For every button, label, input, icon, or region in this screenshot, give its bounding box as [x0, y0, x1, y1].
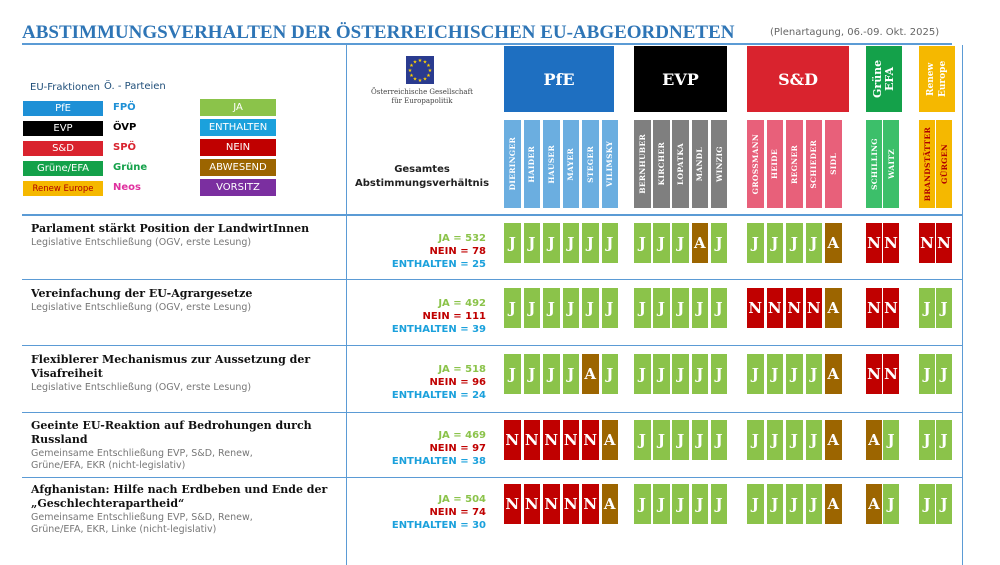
total-nein-4: NEIN = 74 [429, 507, 486, 518]
vote-cell-2-0-5: J [602, 354, 619, 394]
vote-cell-0-1-1: J [653, 223, 670, 263]
svg-text:★: ★ [417, 78, 423, 84]
member-name-label: SIDL [828, 153, 838, 175]
vote-cell-2-2-2: J [786, 354, 803, 394]
resolution-type-2: Legislative Entschließung (OGV, erste Lesung) [31, 382, 252, 393]
legend-partei-4: Neos [113, 182, 141, 193]
page-title: ABSTIMMUNGSVERHALTEN DER ÖSTERREICHISCHEN EU-ABGEORDNETEN [22, 22, 735, 43]
resolution-title-2: Flexiblerer Mechanismus zur Aussetzung der Visafreiheit [31, 353, 311, 380]
member-name-1-3 [692, 120, 709, 208]
legend-partei-3: Grüne [113, 162, 148, 173]
resolution-title-1: Vereinfachung der EU-Agrargesetze [31, 287, 253, 300]
legend-fraktionen-heading: EU-Fraktionen [30, 82, 100, 93]
vote-cell-2-0-2: J [543, 354, 560, 394]
vote-cell-2-4-1: J [936, 354, 952, 394]
vote-cell-4-2-3: J [806, 484, 823, 524]
member-name-label: LOPATKA [676, 142, 686, 186]
vote-cell-1-0-1: J [524, 288, 541, 328]
vote-cell-1-0-5: J [602, 288, 619, 328]
member-name-label: STEGER [585, 145, 595, 183]
vote-cell-1-3-1: N [883, 288, 899, 328]
vote-cell-1-1-3: J [692, 288, 709, 328]
vote-cell-1-4-0: J [919, 288, 935, 328]
total-votes-heading [352, 163, 492, 191]
vote-cell-3-0-0: N [504, 420, 521, 460]
member-name-0-2 [543, 120, 560, 208]
row-divider-3 [22, 477, 962, 478]
svg-text:★: ★ [409, 63, 414, 69]
vote-cell-0-4-1: N [936, 223, 952, 263]
member-name-label: MANDL [695, 146, 705, 182]
vote-cell-0-0-1: J [524, 223, 541, 263]
vote-cell-2-4-0: J [919, 354, 935, 394]
member-name-label: WINZIG [714, 146, 724, 182]
resolution-type-3: Gemeinsame Entschließung EVP, S&D, Renew, Grüne/EFA, EKR (nicht-legislativ) [31, 448, 253, 471]
vote-cell-3-0-4: N [582, 420, 599, 460]
vote-cell-2-0-0: J [504, 354, 521, 394]
member-name-label: SCHIEDER [809, 139, 819, 189]
legend-partei-1: ÖVP [113, 122, 137, 133]
member-name-2-2 [786, 120, 803, 208]
legend-fraktion-4: Renew Europe [23, 181, 103, 196]
member-name-0-1 [524, 120, 541, 208]
legend-fraktion-1: EVP [23, 121, 103, 136]
vote-cell-0-2-0: J [747, 223, 764, 263]
party-header-label-4: Renew Europe [926, 60, 948, 98]
vote-cell-0-0-3: J [563, 223, 580, 263]
vote-cell-2-0-4: A [582, 354, 599, 394]
vote-cell-4-0-3: N [563, 484, 580, 524]
party-header-label-3: Grüne EFA [871, 59, 896, 99]
member-name-label: BRANDSTÄTTER [922, 126, 932, 202]
vote-cell-2-0-1: J [524, 354, 541, 394]
legend-fraktion-3: Grüne/EFA [23, 161, 103, 176]
vote-cell-0-0-2: J [543, 223, 560, 263]
vote-cell-4-0-4: N [582, 484, 599, 524]
vote-cell-1-1-1: J [653, 288, 670, 328]
member-name-label: REGNER [789, 144, 799, 184]
resolution-title-4: Afghanistan: Hilfe nach Erdbeben und Ende der „Geschlechterapartheid“ [31, 483, 328, 510]
party-header-label-0: PfE [543, 69, 575, 89]
legend-vote-2: NEIN [200, 139, 276, 156]
organisation-name [352, 88, 492, 106]
session-dates: (Plenartagung, 06.-09. Okt. 2025) [770, 27, 940, 38]
member-name-3-1 [883, 120, 899, 208]
vote-cell-2-1-3: J [692, 354, 709, 394]
vote-cell-1-1-0: J [634, 288, 651, 328]
vote-cell-2-1-4: J [711, 354, 728, 394]
total-ja-0: JA = 532 [438, 233, 486, 244]
vote-cell-4-1-0: J [634, 484, 651, 524]
member-name-label: HEIDE [770, 148, 780, 180]
resolution-title-0: Parlament stärkt Position der LandwirtInnen [31, 222, 310, 235]
legend-partei-0: FPÖ [113, 102, 136, 113]
party-header-label-2: S&D [778, 69, 818, 89]
vote-cell-2-3-0: N [866, 354, 882, 394]
row-divider-0 [22, 279, 962, 280]
vote-cell-2-2-4: A [825, 354, 842, 394]
vote-cell-4-2-4: A [825, 484, 842, 524]
vote-cell-3-4-1: J [936, 420, 952, 460]
vote-cell-3-1-2: J [672, 420, 689, 460]
vote-cell-1-2-2: N [786, 288, 803, 328]
vote-cell-2-1-2: J [672, 354, 689, 394]
svg-text:★: ★ [426, 63, 431, 69]
member-name-label: HAIDER [527, 145, 537, 183]
legend-fraktion-0: PfE [23, 101, 103, 116]
legend-vote-0: JA [200, 99, 276, 116]
vote-cell-0-1-2: J [672, 223, 689, 263]
vote-cell-3-2-2: J [786, 420, 803, 460]
vote-cell-1-2-0: N [747, 288, 764, 328]
vote-cell-0-1-0: J [634, 223, 651, 263]
vote-cell-3-1-4: J [711, 420, 728, 460]
member-name-3-0 [866, 120, 882, 208]
vote-cell-4-0-1: N [524, 484, 541, 524]
total-nein-0: NEIN = 78 [429, 246, 486, 257]
vote-cell-3-2-0: J [747, 420, 764, 460]
vote-cell-0-2-1: J [767, 223, 784, 263]
total-nein-2: NEIN = 96 [429, 377, 486, 388]
vote-cell-4-1-4: J [711, 484, 728, 524]
total-votes-heading-line1: Gesamtes [394, 164, 450, 175]
member-name-0-4 [582, 120, 599, 208]
member-name-1-4 [711, 120, 728, 208]
legend-vote-1: ENTHALTEN [200, 119, 276, 136]
total-enthalten-1: ENTHALTEN = 39 [391, 324, 486, 335]
vote-cell-3-2-3: J [806, 420, 823, 460]
vote-cell-0-2-2: J [786, 223, 803, 263]
total-enthalten-2: ENTHALTEN = 24 [391, 390, 486, 401]
vote-cell-3-4-0: J [919, 420, 935, 460]
member-name-label: SCHILLING [869, 138, 879, 190]
vote-cell-2-2-3: J [806, 354, 823, 394]
vote-cell-0-0-5: J [602, 223, 619, 263]
vote-cell-1-0-2: J [543, 288, 560, 328]
vote-cell-2-2-0: J [747, 354, 764, 394]
vote-cell-4-2-1: J [767, 484, 784, 524]
vote-cell-0-2-4: A [825, 223, 842, 263]
vote-cell-3-0-3: N [563, 420, 580, 460]
legend-vote-3: ABWESEND [200, 159, 276, 176]
member-name-1-1 [653, 120, 670, 208]
vote-cell-1-3-0: N [866, 288, 882, 328]
member-name-2-0 [747, 120, 764, 208]
column-divider [346, 45, 347, 565]
vote-cell-2-1-0: J [634, 354, 651, 394]
member-name-2-4 [825, 120, 842, 208]
vote-cell-0-0-0: J [504, 223, 521, 263]
party-header-3 [866, 46, 902, 112]
total-ja-1: JA = 492 [438, 298, 486, 309]
member-name-label: VILIMSKY [605, 141, 615, 187]
vote-cell-0-3-0: N [866, 223, 882, 263]
resolution-type-1: Legislative Entschließung (OGV, erste Lesung) [31, 302, 252, 313]
member-name-label: BERNHUBER [637, 134, 647, 194]
vote-cell-1-4-1: J [936, 288, 952, 328]
vote-cell-2-3-1: N [883, 354, 899, 394]
vote-cell-0-0-4: J [582, 223, 599, 263]
vote-cell-3-2-4: A [825, 420, 842, 460]
legend-fraktion-2: S&D [23, 141, 103, 156]
vote-cell-4-3-0: A [866, 484, 882, 524]
vote-cell-4-0-2: N [543, 484, 560, 524]
vote-cell-3-0-5: A [602, 420, 619, 460]
vote-cell-2-2-1: J [767, 354, 784, 394]
vote-cell-0-2-3: J [806, 223, 823, 263]
member-name-0-3 [563, 120, 580, 208]
header-divider [22, 214, 962, 216]
party-header-label-1: EVP [662, 69, 699, 89]
legend-parteien-heading: Ö. - Parteien [104, 81, 166, 92]
member-name-1-0 [634, 120, 651, 208]
member-name-label: HAUSER [546, 144, 556, 184]
member-name-2-3 [806, 120, 823, 208]
member-name-label: MAYER [566, 147, 576, 181]
party-header-1 [634, 46, 727, 112]
vote-cell-1-2-1: N [767, 288, 784, 328]
vote-cell-4-0-0: N [504, 484, 521, 524]
svg-text:★: ★ [409, 73, 414, 79]
resolution-type-4: Gemeinsame Entschließung EVP, S&D, Renew, Grüne/EFA, EKR, Linke (nicht-legislativ) [31, 512, 253, 535]
svg-text:★: ★ [426, 73, 431, 79]
total-enthalten-4: ENTHALTEN = 30 [391, 520, 486, 531]
vote-cell-4-0-5: A [602, 484, 619, 524]
member-name-label: DIERINGER [507, 137, 517, 191]
vote-cell-2-1-1: J [653, 354, 670, 394]
vote-cell-0-1-4: J [711, 223, 728, 263]
total-nein-1: NEIN = 111 [422, 311, 486, 322]
party-header-0 [504, 46, 614, 112]
title-underline [22, 43, 952, 45]
vote-cell-1-1-2: J [672, 288, 689, 328]
member-name-2-1 [767, 120, 784, 208]
vote-cell-1-0-0: J [504, 288, 521, 328]
vote-cell-3-1-0: J [634, 420, 651, 460]
vote-cell-1-2-4: A [825, 288, 842, 328]
eu-stars-logo [406, 56, 434, 84]
vote-cell-0-4-0: N [919, 223, 935, 263]
svg-text:★: ★ [407, 68, 413, 74]
vote-cell-1-0-3: J [563, 288, 580, 328]
total-votes-heading-line2: Abstimmungsverhältnis [354, 178, 490, 189]
member-name-0-5 [602, 120, 619, 208]
member-name-4-1 [936, 120, 952, 208]
vote-cell-3-0-1: N [524, 420, 541, 460]
vote-cell-4-4-0: J [919, 484, 935, 524]
legend-vote-4: VORSITZ [200, 179, 276, 196]
member-name-0-0 [504, 120, 521, 208]
member-name-label: GROSSMANN [750, 133, 760, 195]
resolution-type-0: Legislative Entschließung (OGV, erste Lesung) [31, 237, 252, 248]
total-ja-3: JA = 469 [438, 430, 486, 441]
vote-cell-4-3-1: J [883, 484, 899, 524]
vote-cell-1-1-4: J [711, 288, 728, 328]
total-enthalten-0: ENTHALTEN = 25 [391, 259, 486, 270]
member-name-4-0 [919, 120, 935, 208]
svg-text:★: ★ [427, 68, 433, 74]
vote-cell-4-1-1: J [653, 484, 670, 524]
total-ja-4: JA = 504 [438, 494, 486, 505]
vote-cell-0-1-3: A [692, 223, 709, 263]
total-nein-3: NEIN = 97 [429, 443, 486, 454]
vote-cell-4-4-1: J [936, 484, 952, 524]
vote-cell-4-1-2: J [672, 484, 689, 524]
vote-cell-3-2-1: J [767, 420, 784, 460]
svg-text:★: ★ [412, 59, 418, 66]
vote-cell-1-0-4: J [582, 288, 599, 328]
member-name-label: GÜRGEN [939, 144, 949, 184]
vote-cell-3-3-1: J [883, 420, 899, 460]
vote-cell-2-0-3: J [563, 354, 580, 394]
vote-cell-3-1-3: J [692, 420, 709, 460]
party-header-2 [747, 46, 849, 112]
legend-partei-2: SPÖ [113, 142, 137, 153]
svg-text:★: ★ [422, 59, 428, 66]
right-border [962, 45, 963, 565]
vote-cell-4-2-0: J [747, 484, 764, 524]
member-name-label: KIRCHER [656, 142, 666, 186]
resolution-title-3: Geeinte EU-Reaktion auf Bedrohungen durch Russland [31, 419, 312, 446]
member-name-label: WAITZ [886, 149, 896, 179]
row-divider-2 [22, 412, 962, 413]
svg-text:★: ★ [417, 58, 423, 64]
row-divider-1 [22, 345, 962, 346]
vote-cell-3-0-2: N [543, 420, 560, 460]
total-ja-2: JA = 518 [438, 364, 486, 375]
vote-cell-4-1-3: J [692, 484, 709, 524]
vote-cell-4-2-2: J [786, 484, 803, 524]
vote-cell-1-2-3: N [806, 288, 823, 328]
svg-text:★: ★ [412, 76, 418, 83]
party-header-4 [919, 46, 955, 112]
vote-cell-3-1-1: J [653, 420, 670, 460]
member-name-1-2 [672, 120, 689, 208]
vote-cell-3-3-0: A [866, 420, 882, 460]
organisation-name-line2: für Europapolitik [391, 97, 453, 105]
vote-cell-0-3-1: N [883, 223, 899, 263]
organisation-name-line1: Österreichische Gesellschaft [371, 88, 473, 96]
svg-text:★: ★ [422, 76, 428, 83]
total-enthalten-3: ENTHALTEN = 38 [391, 456, 486, 467]
